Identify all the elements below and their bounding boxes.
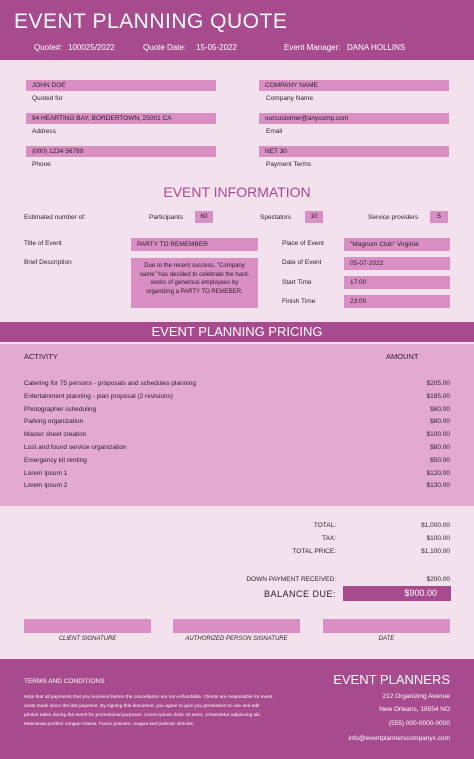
brief-description-label: Brief Description [24, 259, 72, 266]
participants-field[interactable]: 60 [195, 211, 213, 223]
balance-due-label: BALANCE DUE: [263, 589, 336, 599]
quote-number-label: Quote#: [34, 43, 63, 52]
table-row [24, 404, 450, 417]
table-row [24, 416, 450, 429]
finish-time-label: Finish Time [282, 298, 316, 305]
footer [0, 659, 474, 759]
activity-cell: Parking organization [24, 418, 84, 426]
total-label: TOTAL: [313, 522, 336, 529]
activity-cell: Lorem Ipsum 2 [24, 482, 68, 490]
event-title-field[interactable]: PARTY TO REMEMBER [131, 238, 258, 251]
company-email[interactable]: info@eventplannerscompanyx.com [348, 735, 450, 742]
place-field[interactable]: "Magnum Club" Virginia [344, 238, 450, 251]
amount-cell: $80.00 [430, 443, 450, 451]
activity-cell: Lost and found service organization [24, 443, 127, 451]
terms-text: Note that all payments that you received before the cancellation are non-refundable. Clients are responsible for event costs made since the last payment. By signing this document, you agree to give you permission to use and edit photos taken during the event for promotional purposes. Lorem ipsum dolor sit amet, consectetur adipiscing elit. Maecenas porttitor congue massa. Fusce posuere, magna sed pulvinar ultricies. [24, 695, 273, 727]
quote-header [0, 0, 474, 60]
company-email-field[interactable]: ourcustomer@anycomp.com [259, 113, 449, 124]
table-row [24, 468, 450, 481]
table-row [24, 442, 450, 455]
event-manager: DANA HOLLINS [347, 43, 406, 52]
finish-time-field[interactable]: 23:00 [344, 295, 450, 308]
quote-date: 15-05-2022 [196, 43, 237, 52]
start-time-field[interactable]: 17:00 [344, 276, 450, 289]
company-name: EVENT PLANNERS [333, 672, 450, 687]
activity-cell: Photographer scheduling [24, 405, 97, 413]
amount-cell: $185.00 [426, 392, 450, 400]
table-row [24, 391, 450, 404]
event-info-title: EVENT INFORMATION [163, 184, 311, 200]
client-phone-label: Phone [32, 161, 51, 168]
client-name-field[interactable]: JOHN DOE [26, 80, 216, 91]
providers-field[interactable]: 5 [430, 211, 448, 223]
amount-cell: $80.00 [430, 405, 450, 413]
providers-label: Service providers [368, 214, 419, 221]
table-row [24, 455, 450, 468]
activity-cell: Catering for 75 persons - proposals and schedules planning [24, 380, 196, 387]
brief-description-field[interactable]: Due to the recent success, "Company name" has decided to celebrate the hard-works of generous employees by organizing a PARTY TO REMEBER. [131, 258, 258, 308]
amount-cell: $130.00 [426, 482, 450, 490]
payment-terms-label: Payment Terms [266, 161, 312, 168]
amount-cell: $100.00 [426, 431, 450, 439]
authorized-signature-label: AUTHORIZED PERSON SIGNATURE [185, 636, 288, 642]
terms-title: TERMS AND CONDITIONS [24, 678, 105, 685]
company-city: New Orleans, 18554 NO [379, 706, 450, 713]
amount-cell: $120.00 [426, 469, 450, 477]
activity-cell: Emergency kit renting [24, 456, 87, 464]
client-signature-label: CLIENT SIGNATURE [58, 636, 117, 642]
tax-value: $100.00 [426, 535, 450, 542]
company-name-field[interactable]: COMPANY NAME [259, 80, 449, 91]
event-manager-label: Event Manager: [284, 43, 341, 52]
down-payment-value: $200.00 [426, 576, 450, 583]
tax-label: TAX: [322, 535, 336, 542]
amount-header: AMOUNT [386, 352, 419, 361]
spectators-field[interactable]: 10 [305, 211, 323, 223]
table-row [24, 378, 450, 391]
total-price-value: $1,100.00 [421, 548, 450, 555]
place-label: Place of Event [282, 240, 324, 247]
table-row [24, 429, 450, 442]
quote-number: 100025/2022 [68, 43, 115, 52]
payment-terms-field[interactable]: NET 30 [259, 146, 449, 157]
client-phone-field[interactable]: (000) 1234 56789 [26, 146, 216, 157]
activity-header: ACTIVITY [24, 352, 58, 361]
spectators-label: Spectators [260, 214, 292, 221]
client-address-field[interactable]: 94 HEARTING BAY, BORDERTOWN, 25001 CA [26, 113, 216, 124]
activity-list [24, 378, 450, 493]
total-value: $1,000.00 [421, 522, 450, 529]
participants-label: Participants [149, 214, 183, 221]
down-payment-label: DOWN PAYMENT RECEIVED: [246, 576, 336, 583]
client-address-label: Address [32, 128, 56, 135]
amount-cell: $80.00 [430, 418, 450, 426]
company-phone: (555) 000-0000-0000 [388, 720, 450, 727]
date-signature-field[interactable] [323, 619, 450, 633]
company-street: 212 Organizing Avenue [382, 693, 450, 700]
activity-cell: Entertainment planning - plan proposal (2 revisions) [24, 392, 173, 400]
start-time-label: Start Time [282, 279, 312, 286]
authorized-signature-field[interactable] [173, 619, 300, 633]
page-title: EVENT PLANNING QUOTE [14, 10, 288, 33]
company-name-label: Company Name [266, 95, 313, 102]
balance-due-value: $900.00 [343, 586, 451, 601]
activity-cell: Master sheet creation [24, 431, 87, 439]
activity-cell: Lorem Ipsum 1 [24, 469, 68, 477]
quote-date-label: Quote Date: [143, 43, 187, 52]
table-row [24, 480, 450, 493]
date-signature-label: DATE [378, 636, 395, 642]
client-name-label: Quoted for [32, 95, 63, 102]
amount-cell: $50.00 [430, 456, 450, 464]
client-signature-field[interactable] [24, 619, 151, 633]
company-email-label: Email [266, 128, 283, 135]
pricing-title: EVENT PLANNING PRICING [0, 322, 474, 342]
amount-cell: $205.00 [426, 380, 450, 387]
date-of-event-label: Date of Event [282, 259, 322, 266]
date-of-event-field[interactable]: 05-07-2022 [344, 257, 450, 270]
total-price-label: TOTAL PRICE: [292, 548, 336, 555]
event-title-label: Title of Event [24, 240, 62, 247]
estimated-label: Estimated number of: [24, 214, 86, 221]
